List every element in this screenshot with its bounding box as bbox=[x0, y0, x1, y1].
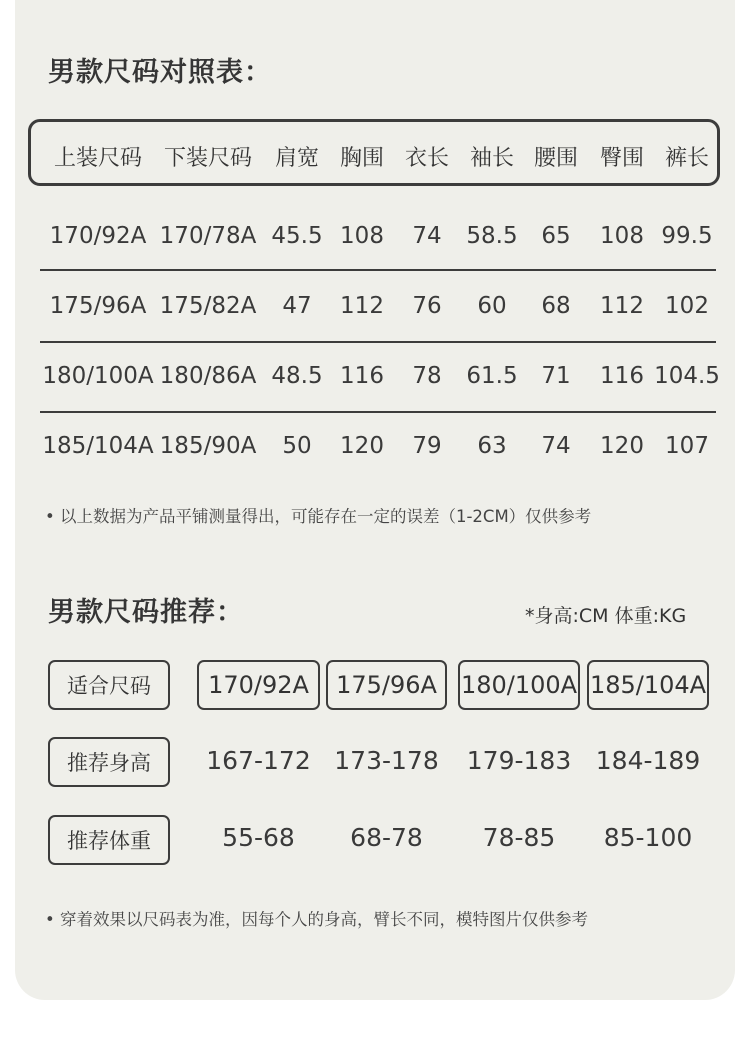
size-option-180: 180/100A bbox=[458, 660, 580, 710]
table-cell: 61.5 bbox=[466, 363, 518, 389]
table-cell: 102 bbox=[665, 293, 709, 319]
table-cell: 116 bbox=[340, 363, 384, 389]
table-cell: 180/100A bbox=[42, 363, 154, 389]
row-divider bbox=[40, 411, 716, 413]
table-cell: 99.5 bbox=[661, 223, 713, 249]
recommend-title: 男款尺码推荐： bbox=[48, 597, 244, 628]
table-cell: 45.5 bbox=[271, 223, 323, 249]
table-cell: 47 bbox=[282, 293, 312, 319]
table-cell: 58.5 bbox=[466, 223, 518, 249]
weight-value: 78-85 bbox=[482, 823, 556, 852]
weight-value: 55-68 bbox=[222, 823, 295, 852]
table-cell: 108 bbox=[340, 223, 384, 249]
table-cell: 175/82A bbox=[159, 293, 257, 319]
row-divider bbox=[40, 269, 716, 271]
table-cell: 68 bbox=[541, 293, 571, 319]
table-cell: 120 bbox=[340, 433, 384, 459]
table-cell: 185/104A bbox=[42, 433, 154, 459]
header-cell: 下装尺码 bbox=[163, 146, 252, 171]
row-divider bbox=[40, 341, 716, 343]
label-fit-size: 适合尺码 bbox=[48, 660, 170, 710]
height-value: 167-172 bbox=[206, 746, 311, 775]
table-cell: 48.5 bbox=[271, 363, 323, 389]
table-cell: 120 bbox=[600, 433, 644, 459]
table-cell: 108 bbox=[600, 223, 644, 249]
table-cell: 112 bbox=[340, 293, 384, 319]
header-cell: 胸围 bbox=[339, 146, 384, 171]
table-cell: 112 bbox=[600, 293, 644, 319]
table-cell: 65 bbox=[541, 223, 571, 249]
table-cell: 63 bbox=[477, 433, 507, 459]
table-cell: 175/96A bbox=[49, 293, 147, 319]
table-cell: 78 bbox=[412, 363, 442, 389]
weight-value: 68-78 bbox=[350, 823, 423, 852]
header-cell: 衣长 bbox=[404, 146, 449, 171]
label-recommend-height: 推荐身高 bbox=[48, 737, 170, 787]
header-cell: 裤长 bbox=[664, 146, 709, 171]
header-cell: 上装尺码 bbox=[53, 146, 142, 171]
size-option-185: 185/104A bbox=[587, 660, 709, 710]
size-option-175: 175/96A bbox=[326, 660, 447, 710]
table-cell: 180/86A bbox=[159, 363, 257, 389]
table-cell: 76 bbox=[412, 293, 442, 319]
table-cell: 60 bbox=[477, 293, 507, 319]
header-cell: 腰围 bbox=[533, 146, 578, 171]
height-value: 184-189 bbox=[595, 746, 701, 775]
table-cell: 74 bbox=[541, 433, 571, 459]
height-value: 173-178 bbox=[334, 746, 439, 775]
size-table-title: 男款尺码对照表： bbox=[48, 57, 272, 88]
height-value: 179-183 bbox=[466, 746, 572, 775]
table-cell: 185/90A bbox=[159, 433, 257, 459]
weight-value: 85-100 bbox=[603, 823, 693, 852]
table-cell: 116 bbox=[600, 363, 644, 389]
size-table-note: • 以上数据为产品平铺测量得出，可能存在一定的误差（1-2CM）仅供参考 bbox=[45, 507, 592, 526]
table-cell: 71 bbox=[541, 363, 571, 389]
label-recommend-weight: 推荐体重 bbox=[48, 815, 170, 865]
header-cell: 肩宽 bbox=[274, 146, 319, 171]
header-cell: 袖长 bbox=[469, 146, 514, 171]
recommend-note: • 穿着效果以尺码表为准，因每个人的身高，臂长不同，模特图片仅供参考 bbox=[45, 910, 588, 929]
table-cell: 104.5 bbox=[654, 363, 720, 389]
table-cell: 170/92A bbox=[49, 223, 147, 249]
table-cell: 170/78A bbox=[159, 223, 257, 249]
header-cell: 臀围 bbox=[599, 146, 644, 171]
unit-note: *身高:CM 体重:KG bbox=[525, 605, 687, 627]
table-cell: 74 bbox=[412, 223, 442, 249]
table-cell: 79 bbox=[412, 433, 442, 459]
table-cell: 50 bbox=[282, 433, 312, 459]
table-cell: 107 bbox=[665, 433, 709, 459]
size-option-170: 170/92A bbox=[197, 660, 320, 710]
